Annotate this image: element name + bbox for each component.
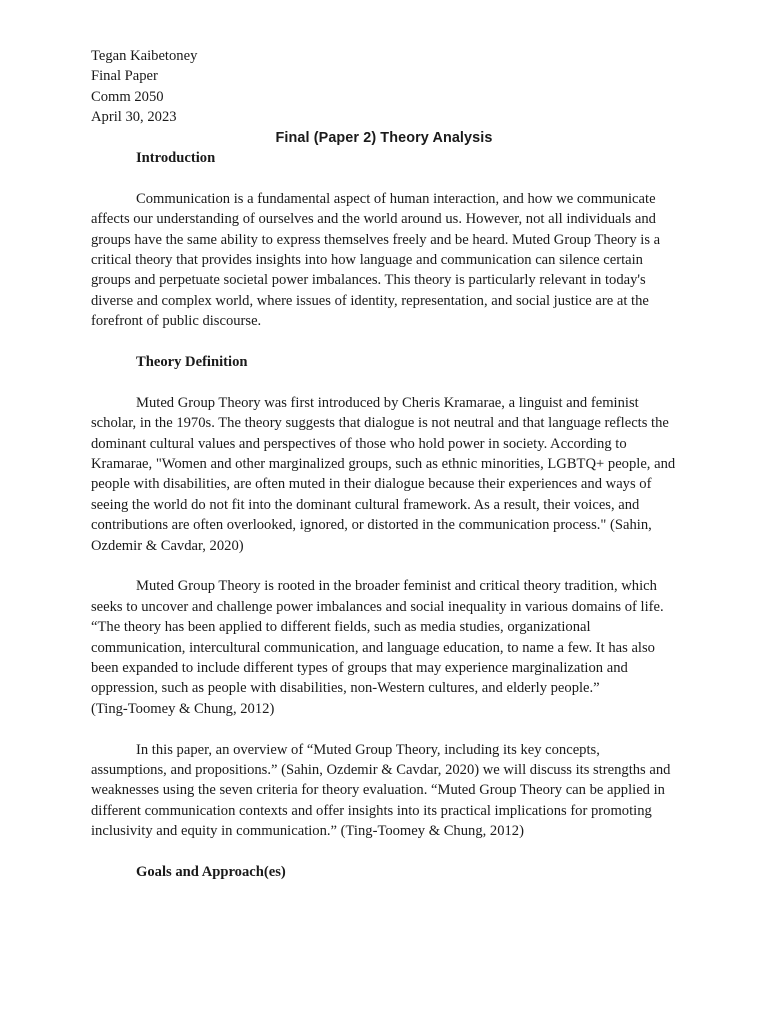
paragraph-spacer — [91, 332, 677, 352]
paragraph-spacer — [91, 168, 677, 188]
document-body — [91, 148, 677, 882]
document-date: April 30, 2023 — [91, 109, 177, 126]
course-name: Comm 2050 — [91, 88, 164, 105]
document-header — [91, 46, 691, 128]
theory-definition-paragraph-1: Muted Group Theory was first introduced by Cheris Kramarae, a linguist and feminist scholar, in the 1970s. The theory suggests that dialogue is not neutral and that language reflects the dominant cultural values and perspectives of those who hold power in society. According to Kramarae, "Women and other marginalized groups, such as ethnic minorities, LGBTQ+ people, and people with disabilities, are often muted in their dialogue because their experiences and ways of seeing the world do not fit into the dominant cultural framework. As a result, their voices, and contributions are often overlooked, ignored, or distorted in the communication process." (Sahin, Ozdemir & Cavdar, 2020) — [91, 394, 676, 554]
theory-definition-paragraph-2: Muted Group Theory is rooted in the broader feminist and critical theory tradition, which seeks to uncover and challenge power imbalances and social inequality in various domains of life. “The theory has been applied to different fields, such as media studies, organizational communication, intercultural communication, and language education, to name a few. It has also been expanded to include different types of groups that may experience marginalization and oppression, such as people with disabilities, non-Western cultures, and elderly people.” — [91, 578, 664, 697]
introduction-paragraph: Communication is a fundamental aspect of human interaction, and how we communicate affects our understanding of ourselves and the world around us. However, not all individuals and groups have the same ability to express themselves freely and be heard. Muted Group Theory is a critical theory that provides insights into how language and communication can silence certain groups and perpetuate societal power imbalances. This theory is particularly relevant in today's diverse and complex world, where issues of identity, representation, and social justice are at the forefront of public discourse. — [91, 190, 661, 330]
paragraph-spacer — [91, 719, 677, 739]
paragraph-spacer — [91, 842, 677, 862]
citation-line: (Ting-Toomey & Chung, 2012) — [91, 700, 275, 717]
section-heading-goals-and-approaches: Goals and Approach(es) — [136, 864, 286, 881]
paragraph-spacer — [91, 556, 677, 576]
theory-definition-paragraph-3: In this paper, an overview of “Muted Group Theory, including its key concepts, assumptions, and propositions.” (Sahin, Ozdemir & Cavdar, 2020) we will discuss its strengths and weaknesses using the seven criteria for theory evaluation. “Muted Group Theory can be applied in different communication contexts and offer insights into its practical implications for promoting inclusivity and equity in communication.” (Ting-Toomey & Chung, 2012) — [91, 741, 671, 840]
author-name: Tegan Kaibetoney — [91, 48, 198, 64]
section-heading-theory-definition: Theory Definition — [136, 354, 248, 371]
paragraph-spacer — [91, 372, 677, 392]
document-type: Final Paper — [91, 68, 158, 85]
document-title: Final (Paper 2) Theory Analysis — [275, 130, 493, 146]
section-heading-introduction: Introduction — [136, 150, 216, 166]
